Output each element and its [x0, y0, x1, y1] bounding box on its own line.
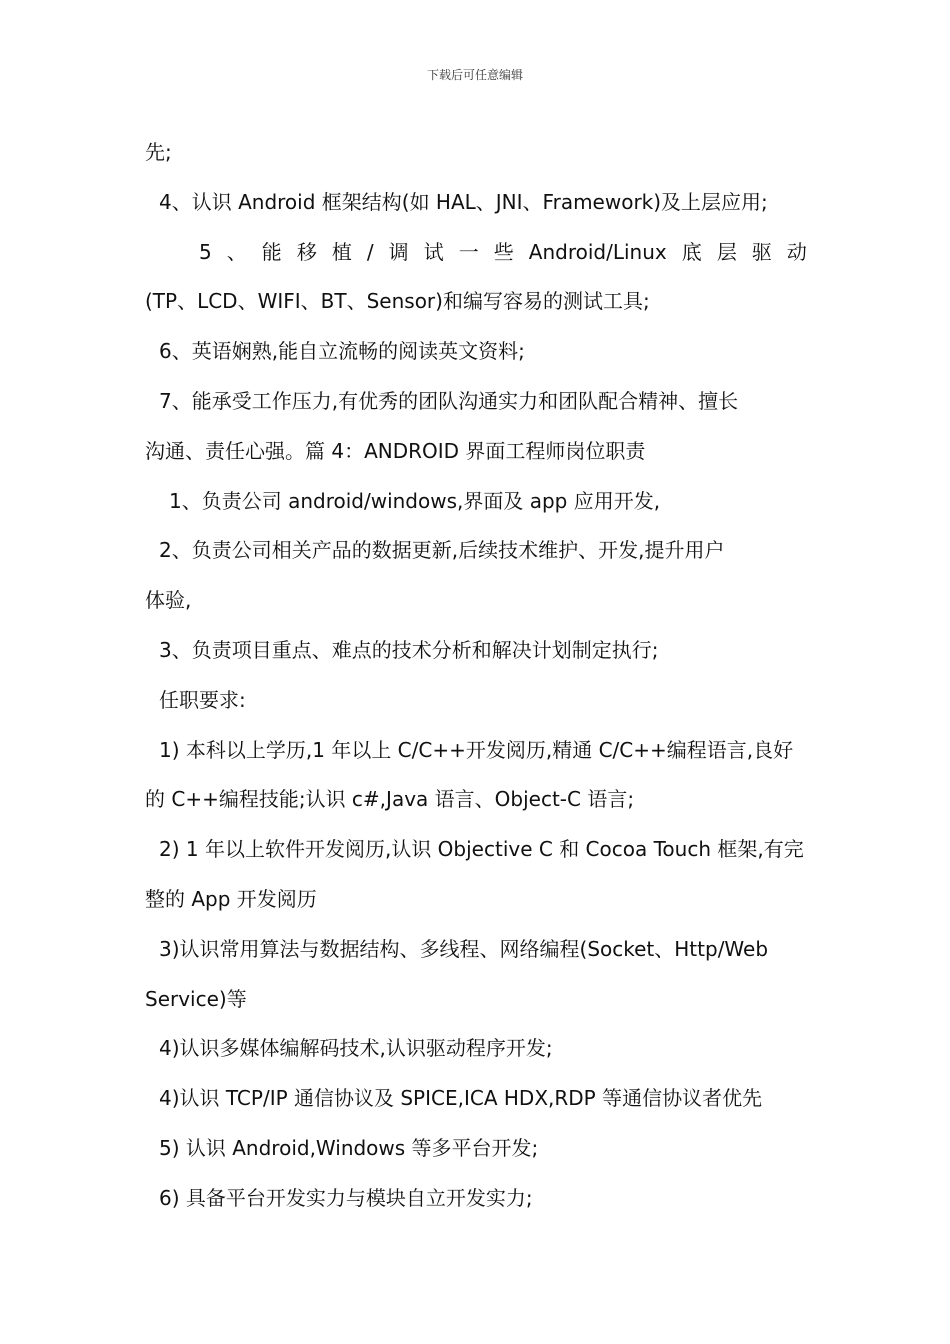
text-line: 5) 认识 Android,Windows 等多平台开发;	[159, 1135, 539, 1160]
text-line: 6) 具备平台开发实力与模块自立开发实力;	[159, 1185, 533, 1210]
word: 试	[423, 239, 444, 264]
word: 动	[786, 239, 807, 264]
word: 些	[493, 239, 514, 264]
word: /	[366, 239, 374, 264]
text-line: 任职要求:	[159, 687, 246, 712]
text-line: 7、能承受工作压力,有优秀的团队沟通实力和团队配合精神、擅长	[159, 388, 739, 413]
text-line: 3、负责项目重点、难点的技术分析和解决计划制定执行;	[159, 637, 659, 662]
text-line: Service)等	[145, 986, 247, 1011]
word: Android/Linux	[528, 239, 667, 264]
text-line: 2、负责公司相关产品的数据更新,后续技术维护、开发,提升用户	[159, 538, 725, 563]
word: 能	[261, 239, 282, 264]
text-line: 先;	[145, 140, 172, 164]
word: 驱	[751, 239, 772, 264]
word: 、	[226, 239, 247, 264]
word: 调	[388, 239, 409, 264]
text-line: 1、负责公司 android/windows,界面及 app 应用开发,	[169, 488, 661, 513]
text-line: 6、英语娴熟,能自立流畅的阅读英文资料;	[159, 339, 525, 364]
word: 一	[458, 239, 479, 264]
text-line: 4、认识 Android 框架结构(如 HAL、JNI、Framework)及上层应用;	[159, 189, 768, 214]
word: 5	[199, 239, 212, 264]
text-line: 体验,	[145, 588, 192, 613]
word: 底	[681, 239, 702, 264]
word: 移	[296, 239, 317, 264]
text-line: 1) 本科以上学历,1 年以上 C/C++开发阅历,精通 C/C++编程语言,良好	[159, 737, 794, 762]
text-line: 3)认识常用算法与数据结构、多线程、网络编程(Socket、Http/Web	[159, 936, 769, 961]
text-line: 4)认识 TCP/IP 通信协议及 SPICE,ICA HDX,RDP 等通信协议者优先	[159, 1086, 763, 1111]
text-line: 整的 App 开发阅历	[145, 886, 317, 911]
text-line: 的 C++编程技能;认识 c#,Java 语言、Object-C 语言;	[145, 787, 635, 812]
text-line: 沟通、责任心强。篇 4：ANDROID 界面工程师岗位职责	[145, 438, 646, 463]
document-body	[145, 128, 807, 1224]
text-line: 2) 1 年以上软件开发阅历,认识 Objective C 和 Cocoa Touch 框架,有完	[159, 837, 804, 862]
text-line: 4)认识多媒体编解码技术,认识驱动程序开发;	[159, 1036, 553, 1061]
text-line: (TP、LCD、WIFI、BT、Sensor)和编写容易的测试工具;	[145, 289, 650, 314]
word: 植	[331, 239, 352, 264]
page-header: 下载后可任意编辑	[426, 68, 523, 82]
text-line-justified	[145, 228, 807, 278]
word: 层	[716, 239, 737, 264]
